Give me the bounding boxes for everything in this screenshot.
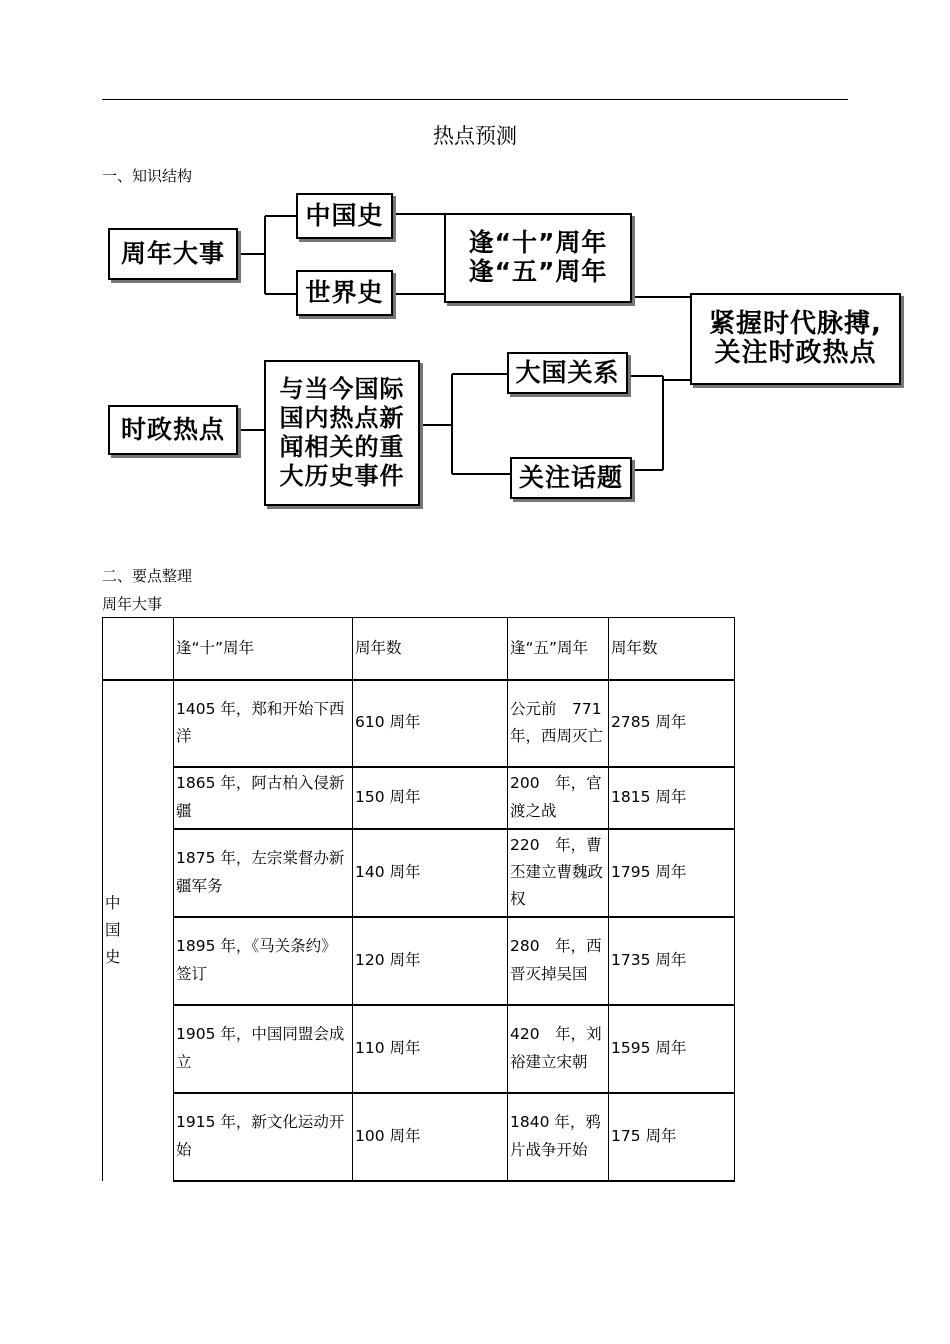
- table-cell: 1815 周年: [609, 767, 735, 829]
- table-cell: 200 年，官渡之战: [508, 767, 609, 829]
- table-row: [103, 767, 735, 829]
- section-key-points: 二、要点整理: [102, 567, 193, 585]
- box-anniversary: 周年大事: [108, 228, 238, 280]
- box-grasp-times: [690, 293, 901, 385]
- table-cell: 120 周年: [353, 917, 508, 1005]
- table-cell: 1915 年，新文化运动开始: [174, 1093, 353, 1181]
- table-cell: 220 年，曹丕建立曹魏政权: [508, 829, 609, 917]
- table-cell: 1840 年，鸦片战争开始: [508, 1093, 609, 1181]
- table-row: [103, 680, 735, 767]
- table-cell: 1905 年，中国同盟会成立: [174, 1005, 353, 1093]
- box-world-history: 世界史: [296, 270, 393, 316]
- box-focus-topic: 关注话题: [510, 457, 632, 499]
- page-title: 热点预测: [433, 124, 517, 148]
- table-row: [103, 917, 735, 1005]
- table-cell: 140 周年: [353, 829, 508, 917]
- table-cell: 280 年，西晋灭掉吴国: [508, 917, 609, 1005]
- table-row: [103, 1005, 735, 1093]
- header-cell-count-five: 周年数: [609, 618, 735, 680]
- table-cell: 1795 周年: [609, 829, 735, 917]
- table-cell: 420 年，刘裕建立宋朝: [508, 1005, 609, 1093]
- box-current-hot: 时政热点: [108, 405, 238, 455]
- table-cell: 150 周年: [353, 767, 508, 829]
- anniversary-table: [102, 617, 735, 1182]
- grasp-line1: 紧握时代脉搏,: [709, 309, 882, 340]
- box-related-events: [264, 360, 420, 506]
- related-line1: 与当今国际: [279, 375, 405, 404]
- related-line4: 大历史事件: [279, 461, 405, 490]
- table-cell: 1405 年，郑和开始下西洋: [174, 680, 353, 767]
- table-cell: 1865 年，阿古柏入侵新疆: [174, 767, 353, 829]
- subheading-anniversary: 周年大事: [102, 595, 163, 613]
- related-line3: 闻相关的重: [279, 433, 405, 461]
- header-cell-five: 逢“五”周年: [508, 618, 609, 680]
- table-cell: 175 周年: [609, 1093, 735, 1181]
- table-cell: 1735 周年: [609, 917, 735, 1005]
- box-every-ten-five: [444, 213, 632, 303]
- every-ten-label: 逢“十”周年: [468, 228, 608, 258]
- header-cell-empty: [103, 618, 174, 680]
- box-major-power: 大国关系: [507, 352, 628, 394]
- side-label: 中国史: [105, 893, 121, 967]
- table-header-row: [103, 618, 735, 680]
- table-cell: 100 周年: [353, 1093, 508, 1181]
- table-cell: 1595 周年: [609, 1005, 735, 1093]
- side-label-cell: [103, 680, 174, 1181]
- table-cell: 公元前 771 年，西周灭亡: [508, 680, 609, 767]
- box-china-history: 中国史: [296, 193, 393, 239]
- related-line2: 国内热点新: [279, 404, 405, 433]
- header-cell-count: 周年数: [353, 618, 508, 680]
- grasp-line2: 关注时政热点: [714, 338, 877, 368]
- table-cell: 1895 年，《马关条约》签订: [174, 917, 353, 1005]
- header-rule: [102, 99, 848, 100]
- header-cell-ten: 逢“十”周年: [174, 618, 353, 680]
- table-cell: 1875 年，左宗棠督办新疆军务: [174, 829, 353, 917]
- table-cell: 2785 周年: [609, 680, 735, 767]
- table-cell: 110 周年: [353, 1005, 508, 1093]
- section-knowledge-structure: 一、知识结构: [102, 167, 193, 185]
- table-row: [103, 1093, 735, 1181]
- every-five-label: 逢“五”周年: [468, 257, 608, 286]
- table-cell: 610 周年: [353, 680, 508, 767]
- table-row: [103, 829, 735, 917]
